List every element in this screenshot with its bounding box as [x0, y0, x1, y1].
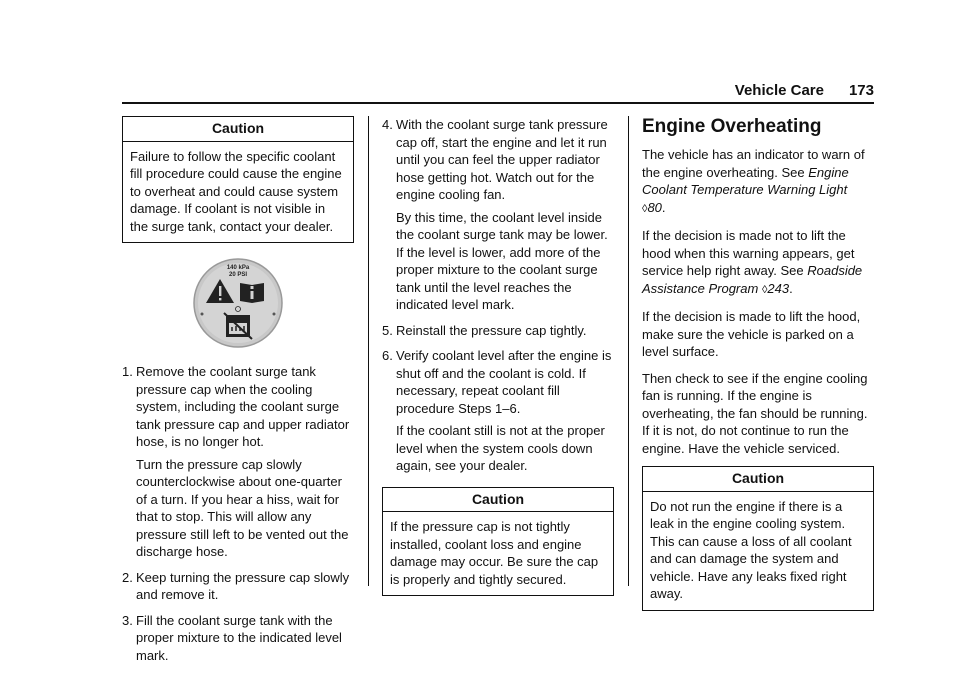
page-reference-number[interactable]: 243 [767, 280, 790, 296]
caution-box [642, 466, 874, 611]
caution-text: Do not run the engine if there is a leak in the engine cooling system. This can cause a loss of all coolant and can damage the system and vehicle. Have any leaks fixed right away. [650, 498, 852, 601]
cap-pressure-kpa: 140 kPa [226, 265, 250, 271]
paragraph-end: . [661, 199, 666, 215]
step-5 [382, 322, 614, 340]
step-4 [382, 116, 614, 314]
step-note: Turn the pressure cap slowly counterclockwise about one-quarter of a turn. If you hear a hiss, wait for that to stop. This will allow any pressure still left to be vented out the discharge hose. [136, 456, 349, 559]
procedure-steps [122, 363, 354, 664]
paragraph-text: If the decision is made not to lift the hood when this warning appears, get service help right away. See [642, 228, 855, 278]
column-1 [122, 116, 354, 672]
caution-box [122, 116, 354, 243]
step-number: 1. [122, 364, 133, 379]
step-2 [122, 569, 354, 604]
step-3 [122, 612, 354, 665]
step-number: 6. [382, 348, 393, 363]
step-text: Verify coolant level after the engine is shut off and the coolant is cold. If necessary, repeat coolant fill procedure Steps 1–6. [396, 348, 612, 416]
procedure-steps-continued [382, 116, 614, 475]
paragraph: If the decision is made to lift the hood, make sure the vehicle is parked on a level surface. [642, 309, 861, 359]
step-6 [382, 347, 614, 475]
cross-reference-link[interactable]: Engine Coolant Temperature Warning Light [642, 164, 849, 197]
pressure-cap-figure [122, 257, 354, 349]
column-3 [642, 116, 874, 611]
section-heading: Engine Overheating [642, 116, 822, 137]
hot-coolant-icon [224, 313, 252, 339]
cross-reference-link[interactable]: Roadside Assistance Program [642, 263, 863, 296]
manual-book-icon [240, 283, 264, 303]
page-reference-number[interactable]: 80 [647, 199, 662, 215]
caution-box [382, 487, 614, 597]
paragraph: Then check to see if the engine cooling fan is running. If the engine is overheating, the fan should be running. If it is not, do not continue to run the engine. Have the vehicle serviced. [642, 370, 868, 456]
section-title: Vehicle Care [734, 82, 824, 99]
step-1 [122, 363, 354, 561]
cap-pressure-psi: 20 PSI [228, 272, 248, 278]
step-number: 3. [122, 612, 133, 628]
column-divider [368, 116, 369, 586]
step-number: 2. [122, 569, 133, 585]
step-text: Fill the coolant surge tank with the proper mixture to the indicated level mark. [136, 612, 342, 663]
caution-title: Caution [383, 488, 613, 513]
caution-title: Caution [643, 467, 873, 492]
step-text: Reinstall the pressure cap tightly. [396, 322, 587, 338]
page-reference-icon: ◊ [642, 202, 648, 215]
pressure-cap-illustration [190, 257, 286, 349]
column-divider [628, 116, 629, 586]
step-number: 5. [382, 322, 393, 338]
paragraph-end: . [789, 280, 793, 296]
step-text: With the coolant surge tank pressure cap off, start the engine and let it run until you can feel the upper radiator hose getting hot. Watch out for the engine cooling fan. [396, 117, 608, 202]
paragraph-text: The vehicle has an indicator to warn of the engine overheating. See [642, 147, 865, 180]
step-number: 4. [382, 117, 393, 132]
step-note: By this time, the coolant level inside the coolant surge tank may be lower. If the level is lower, add more of the proper mixture to the coolant surge tank until the level reaches the indicated level mark. [396, 209, 608, 312]
step-text: Remove the coolant surge tank pressure cap when the cooling system, including the coolant surge tank pressure cap and upper radiator hose, is no longer hot. [136, 364, 350, 449]
paragraph [642, 227, 874, 299]
column-2 [382, 116, 614, 596]
page-header [122, 78, 874, 104]
caution-text: Failure to follow the specific coolant fill procedure could cause the engine to overheat and could cause system damage. If coolant is not visible in the surge tank, contact your dealer. [130, 148, 342, 234]
page-number: 173 [848, 82, 874, 99]
caution-text: If the pressure cap is not tightly installed, coolant loss and engine damage may occur. Be sure the cap is properly and tightly secured. [390, 519, 599, 587]
step-text: Keep turning the pressure cap slowly and remove it. [136, 569, 350, 602]
caution-title: Caution [123, 117, 353, 142]
paragraph [642, 146, 874, 218]
page-reference-icon: ◊ [761, 283, 768, 296]
step-note: If the coolant still is not at the proper level when the system cools down again, see your dealer. [396, 423, 605, 473]
